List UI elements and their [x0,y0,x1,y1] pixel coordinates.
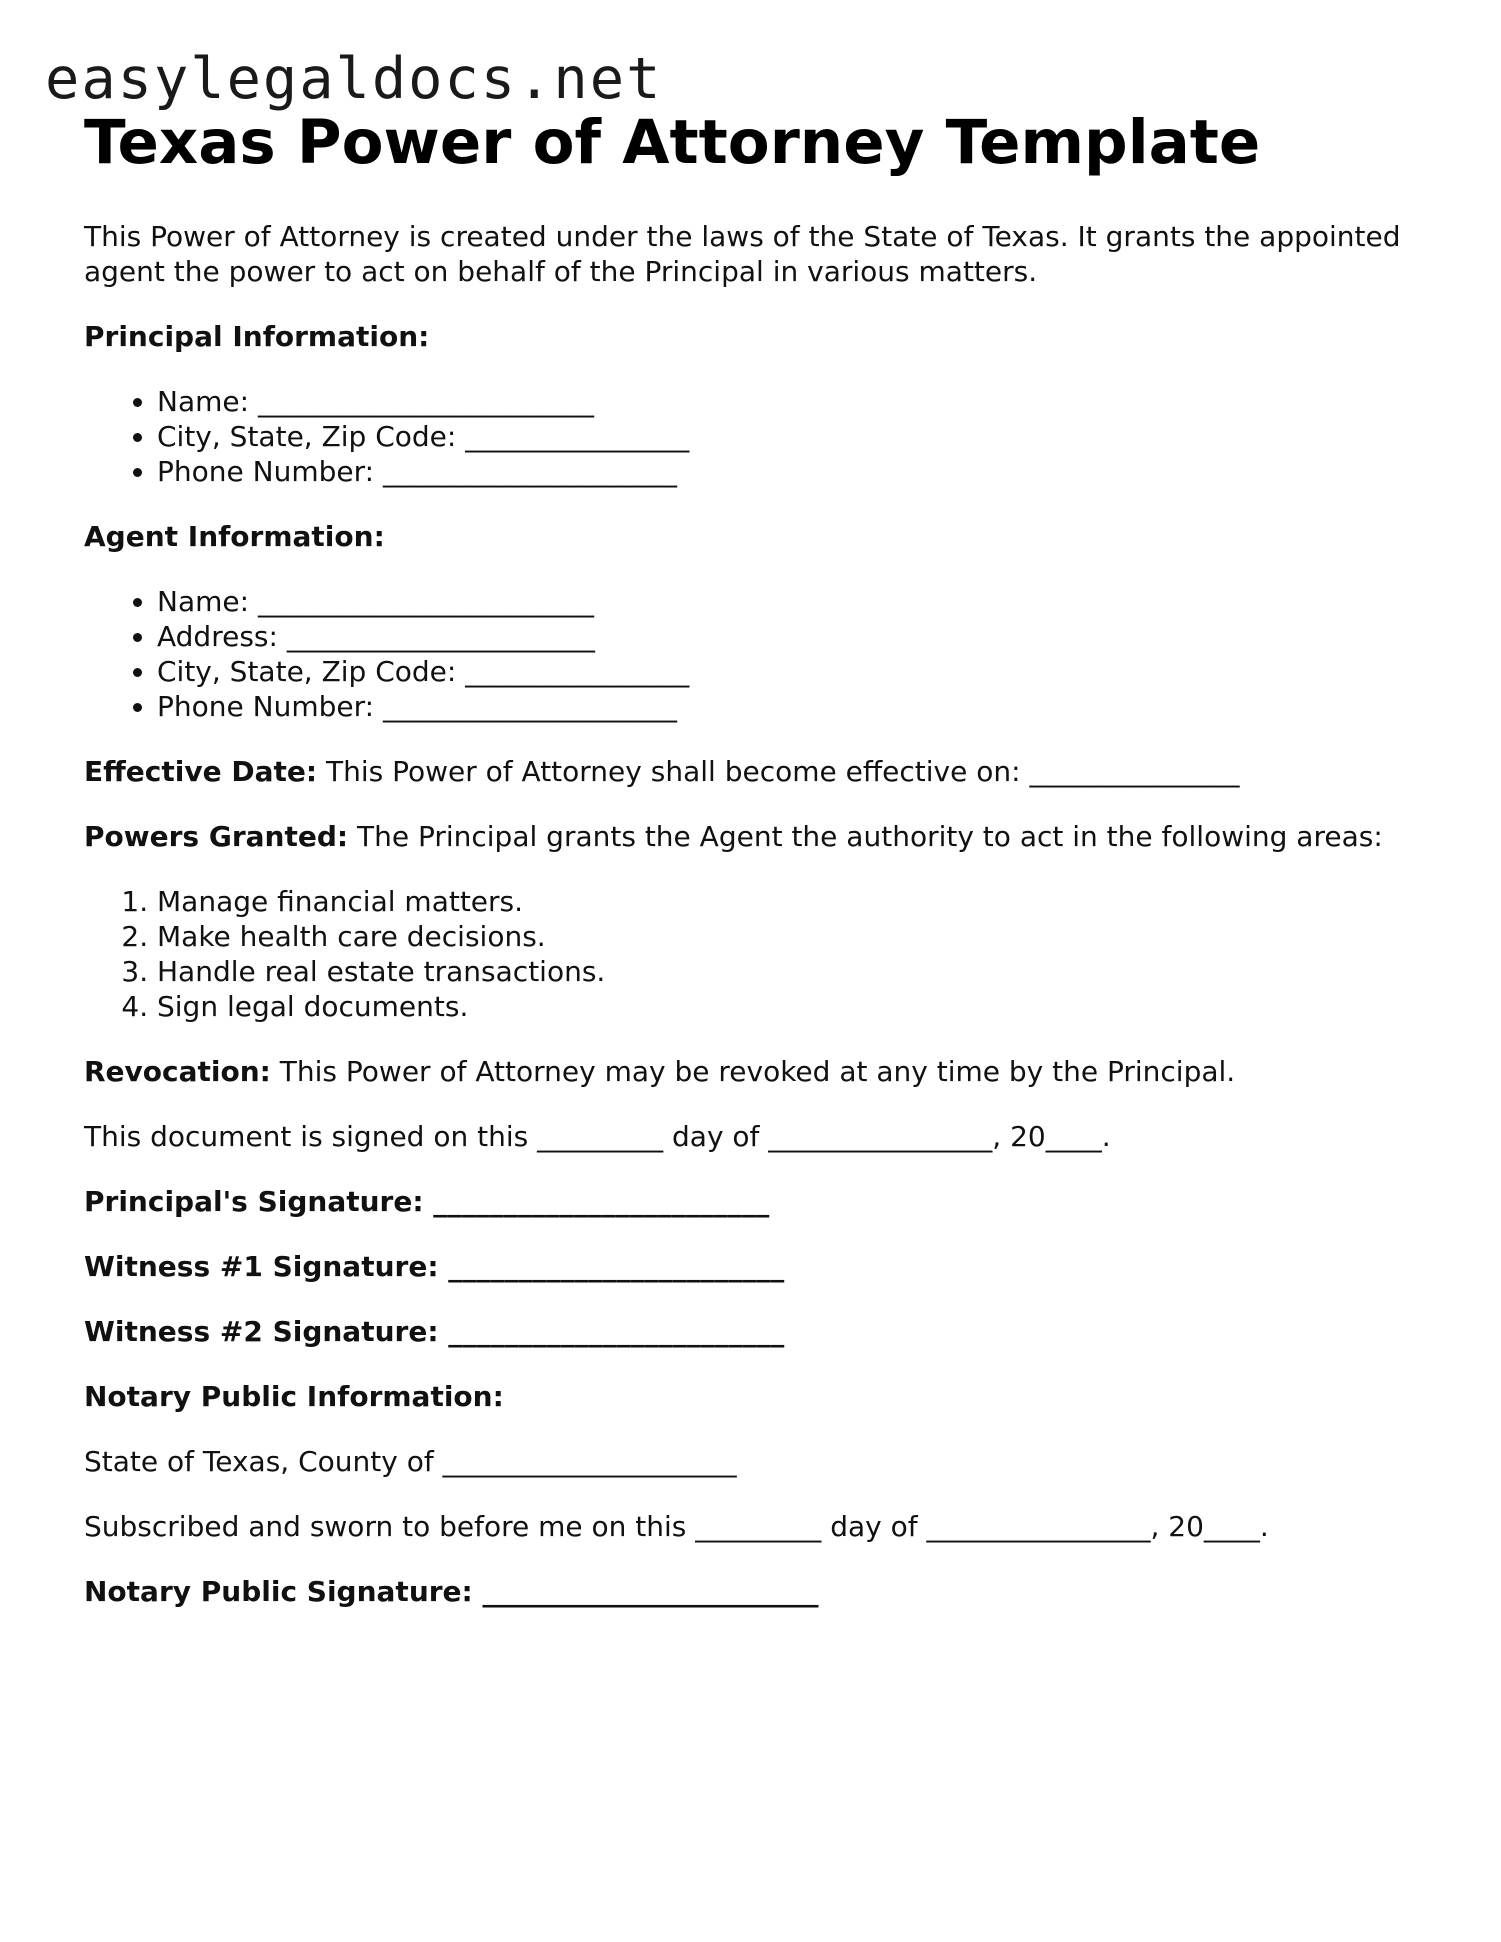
signed-on-line: This document is signed on this _________ day of ________________, 20____. [84,1120,1111,1153]
page-title: Texas Power of Attorney Template [84,107,1261,178]
principal-city-state-zip-field: • City, State, Zip Code: ________________ [157,419,1414,454]
revocation-paragraph [84,1054,1414,1089]
power-item: 3. Handle real estate transactions. [157,954,1414,989]
principal-signature-line: Principal's Signature: ________________________ [84,1185,770,1218]
agent-info-list [84,584,1414,724]
revocation-label: Revocation: [84,1055,271,1088]
principal-phone-field: • Phone Number: _____________________ [157,454,1414,489]
powers-granted-label: Powers Granted: [84,820,349,853]
principal-info-heading: Principal Information: [84,320,430,353]
powers-list [84,884,1414,1024]
power-item: 2. Make health care decisions. [157,919,1414,954]
powers-granted-text: The Principal grants the Agent the authority to act in the following areas: [348,820,1383,853]
power-item: 1. Manage financial matters. [157,884,1414,919]
effective-date-text: This Power of Attorney shall become effective on: _______________ [317,755,1240,788]
principal-name-field: • Name: ________________________ [157,384,1414,419]
effective-date-label: Effective Date: [84,755,318,788]
effective-date-paragraph [84,754,1414,789]
powers-granted-paragraph [84,819,1414,854]
notary-signature-line: Notary Public Signature: ________________________ [84,1575,819,1608]
notary-heading: Notary Public Information: [84,1380,504,1413]
agent-city-state-zip-field: • City, State, Zip Code: ________________ [157,654,1414,689]
agent-phone-field: • Phone Number: _____________________ [157,689,1414,724]
power-item: 4. Sign legal documents. [157,989,1414,1024]
intro-paragraph: This Power of Attorney is created under the laws of the State of Texas. It grants the appointed agent the power to act on behalf of the Principal in various matters. [84,220,1401,288]
agent-name-field: • Name: ________________________ [157,584,1414,619]
agent-address-field: • Address: ______________________ [157,619,1414,654]
watermark: easylegaldocs.net [45,46,663,112]
notary-sworn-line: Subscribed and sworn to before me on this _________ day of ________________, 20____. [84,1510,1269,1543]
principal-info-list [84,384,1414,489]
notary-county-line: State of Texas, County of _____________________ [84,1445,737,1478]
witness2-signature-line: Witness #2 Signature: ________________________ [84,1315,785,1348]
document-body [84,105,1414,1639]
agent-info-heading: Agent Information: [84,520,385,553]
revocation-text: This Power of Attorney may be revoked at any time by the Principal. [270,1055,1236,1088]
witness1-signature-line: Witness #1 Signature: ________________________ [84,1250,785,1283]
